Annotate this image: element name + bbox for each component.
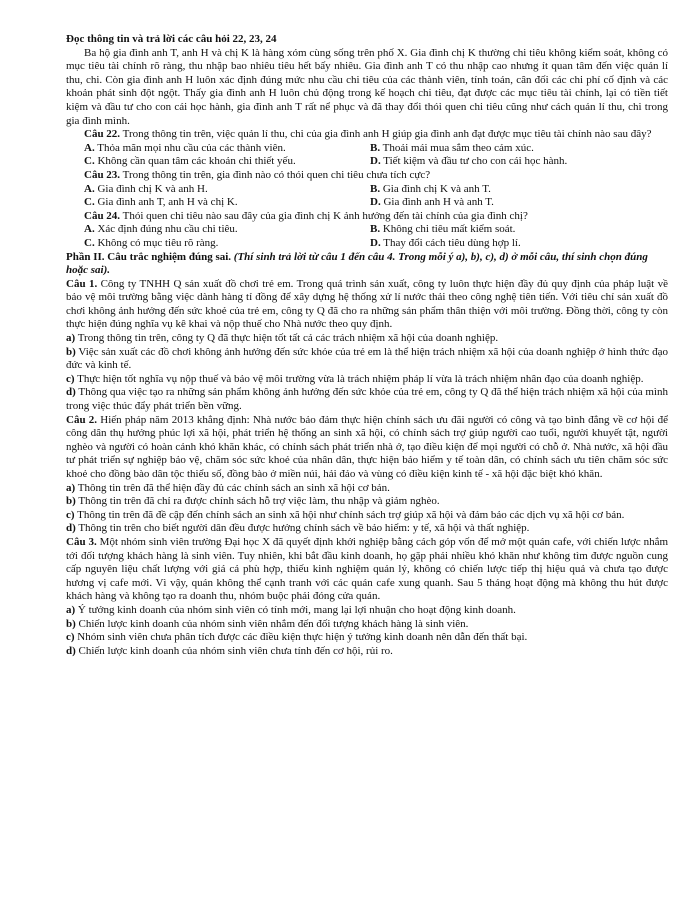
statement-d: d) Thông qua việc tạo ra những sản phẩm không ảnh hưởng đến sức khỏe của trẻ em, công ty Q đã thể hiện trách nhiệm xã hội của mình trong việc thúc đẩy phát triển bền vững. — [66, 386, 668, 413]
question-text: Thói quen chi tiêu nào sau đây của gia đình chị K ảnh hưởng đến tài chính của gia đình chị? — [120, 209, 528, 222]
statement-d: d) Chiến lược kinh doanh của nhóm sinh viên chưa tính đến cơ hội, rủi ro. — [66, 644, 393, 657]
part-2-instructions: (Thí sinh trả lời từ câu 1 đến câu 4. Trong mỗi ý a), b), c), d) ở mỗi câu, thí sinh chọn đúng hoặc sai). — [66, 250, 648, 277]
reading-heading: Đọc thông tin và trả lời các câu hỏi 22, 23, 24 — [66, 33, 277, 45]
option-d: D. Tiết kiệm và đầu tư cho con cái học hành. — [370, 155, 568, 168]
question-label: Câu 2. — [66, 413, 98, 426]
tf-question-2 — [66, 414, 668, 536]
question-text: Công ty TNHH Q sản xuất đồ chơi trẻ em. Trong quá trình sản xuất, công ty luôn thực hiện đầy đủ quy định của pháp luật về bảo vệ môi trường bằng việc dành hàng tỉ đồng để xây dựng hệ thống xử lí nước thải theo công nghệ tiên tiến. Với tiêu chí sản xuất đồ chơi không ảnh hưởng đến sức khoẻ của trẻ em, công ty Q đã cho ra những sản phẩm thân thiện với môi trường. Đồng thời, công ty còn thực hiện đúng nghĩa vụ kê khai và nộp thuế cho Nhà nước theo quy định. — [66, 277, 668, 331]
tf-question-3 — [66, 536, 668, 658]
option-b: B. Không chi tiêu mất kiểm soát. — [370, 223, 516, 236]
option-d: D. Thay đổi cách tiêu dùng hợp lí. — [370, 236, 521, 249]
option-b: B. Gia đình chị K và anh T. — [370, 182, 491, 195]
answer-options — [66, 223, 668, 250]
option-a: A. Thỏa mãn mọi nhu cầu của các thành viên. — [84, 141, 286, 154]
part-2-heading — [66, 251, 668, 278]
question-stem — [66, 128, 668, 142]
question-text: Một nhóm sinh viên trường Đại học X đã quyết định khởi nghiệp bằng cách góp vốn để mở một quán cafe, với chiến lược nhắm tới đối tượng khách hàng là sinh viên. Tuy nhiên, khi bắt đầu kinh doanh, họ gặp phải nhiều khó khăn như không tìm được nguồn cung cấp nguyên liệu chất lượng với giá cả phù hợp, thiếu kinh nghiệm quản lý, không có chiến lược tiếp thị hiệu quả và chưa tạo được hương vị cafe mới. Vì vậy, quán không thể cạnh tranh với các quán cafe xung quanh. Sau 5 tháng hoạt động mà không thu hút được khách hàng và không tạo ra doanh thu, nhóm buộc phải đóng cửa quán. — [66, 535, 669, 603]
question-stem — [66, 414, 668, 482]
question-stem — [66, 536, 668, 604]
option-c: C. Không có mục tiêu rõ ràng. — [84, 236, 219, 249]
question-label: Câu 22. — [84, 128, 121, 141]
question-23 — [66, 169, 668, 210]
statement-b: b) Thông tin trên đã chỉ ra được chính sách hỗ trợ việc làm, thu nhập và giảm nghèo. — [66, 495, 440, 508]
question-label: Câu 24. — [84, 209, 121, 222]
option-c: C. Không cần quan tâm các khoản chi thiết yếu. — [84, 155, 296, 168]
statement-b: b) Chiến lược kinh doanh của nhóm sinh viên nhắm đến đối tượng khách hàng là sinh viên. — [66, 617, 469, 630]
question-stem — [66, 278, 668, 332]
statement-b: b) Việc sản xuất các đồ chơi không ảnh hưởng đến sức khỏe của trẻ em là thể hiện trách nhiệm xã hội của doanh nghiệp ở hình thức đạo đức và kinh tế. — [66, 345, 668, 372]
tf-question-1 — [66, 278, 668, 414]
question-22 — [66, 128, 668, 169]
statement-c: c) Nhóm sinh viên chưa phân tích được các điều kiện thực hiện ý tưởng kinh doanh nên dẫn đến thất bại. — [66, 631, 528, 644]
question-text: Hiến pháp năm 2013 khẳng định: Nhà nước bảo đảm thực hiện chính sách ưu đãi người có công và tạo bình đẳng về cơ hội để công dân thụ hưởng phúc lợi xã hội, phát triển hệ thống an sinh xã hội, có chính sách trợ giúp người cao tuổi, người khuyết tật, người nghèo và người có hoàn cảnh khó khăn khác, có chính sách phát triển nhà ở, tạo điều kiện để mọi người có chỗ ở. Nhà nước, xã hội đầu tư phát triển sự nghiệp bảo vệ, chăm sóc sức khoẻ của nhân dân, thực hiện bảo hiểm y tế toàn dân, có chính sách ưu tiên chăm sóc sức khoẻ cho đồng bào dân tộc thiểu số, đồng bào ở miền núi, hải đảo và vùng có điều kiện kinh tế - xã hội đặc biệt khó khăn. — [66, 413, 668, 480]
statement-d: d) Thông tin trên cho biết người dân đều được hưởng chính sách về bảo hiểm: y tế, xã hội và thất nghiệp. — [66, 522, 530, 535]
option-c: C. Gia đình anh T, anh H và chị K. — [84, 196, 238, 209]
question-text: Trong thông tin trên, gia đình nào có thói quen chi tiêu chưa tích cực? — [120, 168, 431, 181]
statement-a: a) Trong thông tin trên, công ty Q đã thực hiện tốt tất cả các trách nhiệm xã hội của doanh nghiệp. — [66, 332, 499, 345]
part-2-title: Phần II. Câu trắc nghiệm đúng sai. — [66, 250, 232, 263]
question-label: Câu 1. — [66, 277, 98, 290]
option-a: A. Gia đình chị K và anh H. — [84, 182, 208, 195]
statement-c: c) Thực hiện tốt nghĩa vụ nộp thuế và bảo vệ môi trường vừa là trách nhiệm pháp lí vừa là trách nhiệm nhân đạo của doanh nghiệp. — [66, 372, 644, 385]
option-b: B. Thoải mái mua sắm theo cảm xúc. — [370, 141, 534, 154]
question-label: Câu 3. — [66, 535, 97, 548]
question-24 — [66, 210, 668, 251]
reading-passage: Ba hộ gia đình anh T, anh H và chị K là hàng xóm cùng sống trên phố X. Gia đình chị K thường chi tiêu không kiểm soát, không có mục tiêu tài chính rõ ràng, thu nhập bao nhiêu tiêu hết bấy nhiêu. Gia đình anh T có thu nhập cao nhưng ít quan tâm đến việc quản lí thu, chi. Còn gia đình anh H luôn xác định đúng mức nhu cầu chi tiêu của các thành viên, tính toán, cân đối các chi phí cố định và các khoản phát sinh đột ngột. Thấy gia đình anh H luôn chủ động trong kế hoạch chi tiêu, đạt được các mục tiêu tài chính, lại có tiền tiết kiệm và đầu tư cho con cái học hành, gia đình anh T rất nể phục và đã thay đổi thói quen chi tiêu cũng như cách quản lí thu, chi trong gia đình mình. — [66, 46, 668, 127]
question-stem — [66, 169, 668, 183]
question-stem — [66, 210, 668, 224]
statement-a: a) Ý tưởng kinh doanh của nhóm sinh viên có tính mới, mang lại lợi nhuận cho hoạt động kinh doanh. — [66, 603, 516, 616]
option-a: A. Xác định đúng nhu cầu chi tiêu. — [84, 223, 238, 236]
question-text: Trong thông tin trên, việc quản lí thu, chi của gia đình anh H giúp gia đình anh đạt được mục tiêu tài chính nào sau đây? — [120, 128, 652, 141]
option-d: D. Gia đình anh H và anh T. — [370, 196, 494, 209]
statement-c: c) Thông tin trên đã đề cập đến chính sách an sinh xã hội như chính sách trợ giúp xã hội và đảm bảo các dịch vụ xã hội cơ bản. — [66, 508, 625, 521]
question-label: Câu 23. — [84, 168, 121, 181]
answer-options — [66, 183, 668, 210]
answer-options — [66, 142, 668, 169]
statement-a: a) Thông tin trên đã thể hiện đầy đủ các chính sách an sinh xã hội cơ bản. — [66, 481, 390, 494]
